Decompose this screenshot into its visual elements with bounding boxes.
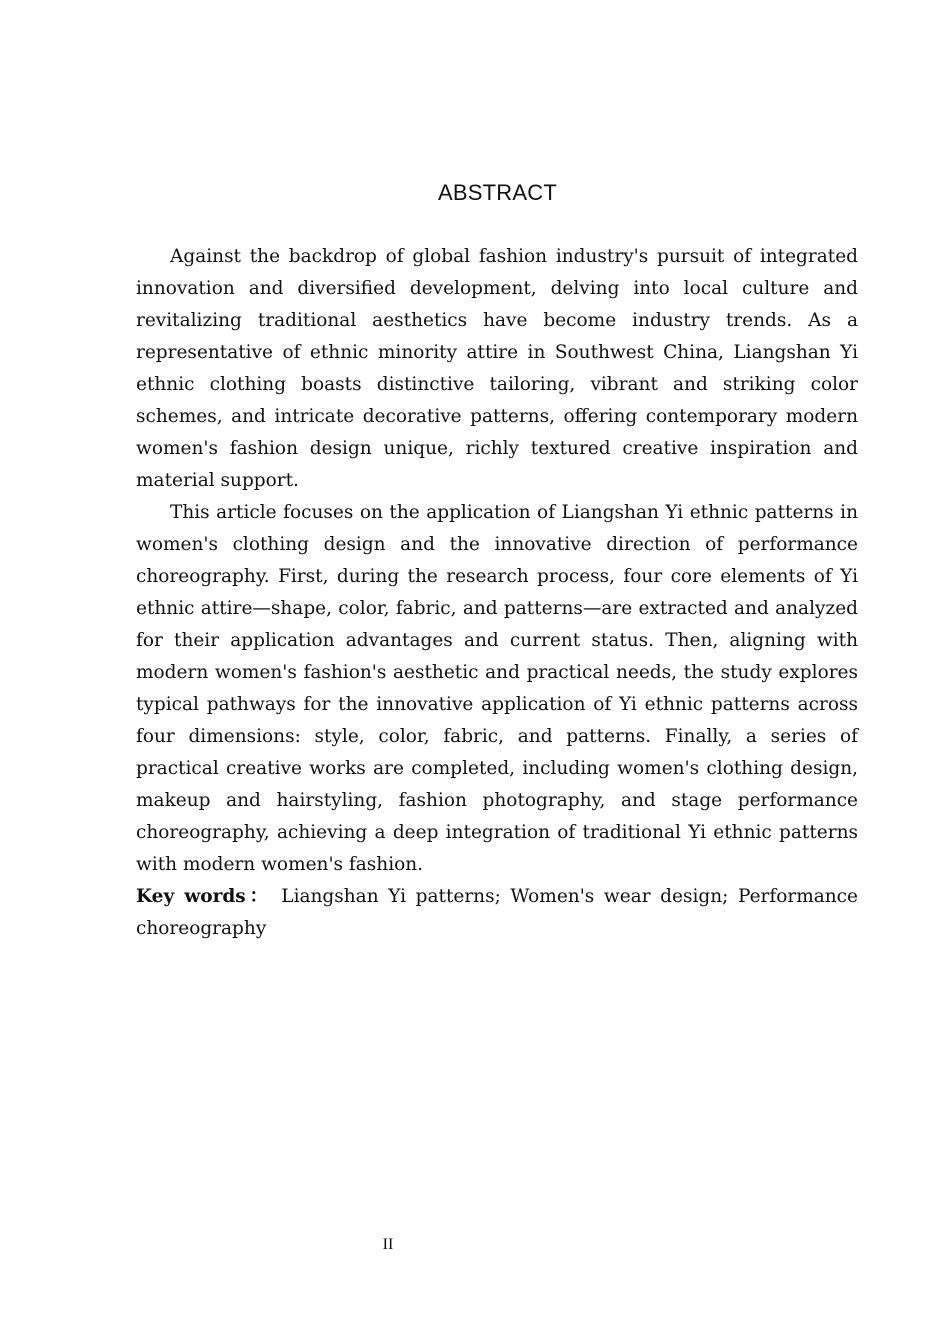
abstract-body [136,241,858,945]
abstract-paragraph-1: Against the backdrop of global fashion industry's pursuit of integrated innovation and diversified development, delving into local culture and revitalizing traditional aesthetics have become industry trends. As a representative of ethnic minority attire in Southwest China, Liangshan Yi ethnic clothing boasts distinctive tailoring, vibrant and striking color schemes, and intricate decorative patterns, offering contemporary modern women's fashion design unique, richly textured creative inspiration and material support. [136,246,858,491]
page-number: II [382,1236,394,1253]
keywords-line [136,881,858,945]
keywords-value: Liangshan Yi patterns; Women's wear design; Performance choreography [136,886,858,939]
abstract-title: ABSTRACT [438,180,557,205]
keywords-label: Key words： [136,886,272,907]
abstract-paragraph-2: This article focuses on the application of Liangshan Yi ethnic patterns in women's clothing design and the innovative direction of performance choreography. First, during the research process, four core elements of Yi ethnic attire—shape, color, fabric, and patterns—are extracted and analyzed for their application advantages and current status. Then, aligning with modern women's fashion's aesthetic and practical needs, the study explores typical pathways for the innovative application of Yi ethnic patterns across four dimensions: style, color, fabric, and patterns. Finally, a series of practical creative works are completed, including women's clothing design, makeup and hairstyling, fashion photography, and stage performance choreography, achieving a deep integration of traditional Yi ethnic patterns with modern women's fashion. [136,502,858,875]
